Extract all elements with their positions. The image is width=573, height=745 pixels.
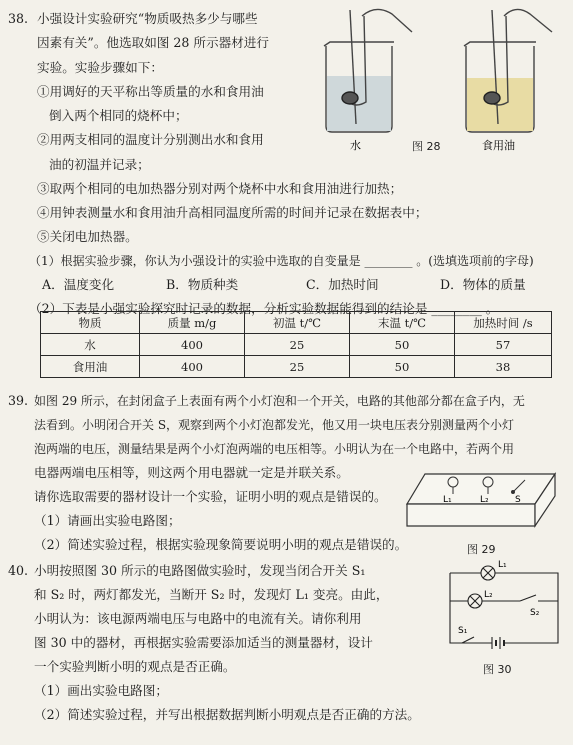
- beaker-water: [324, 9, 412, 132]
- table-header-row: [41, 312, 552, 334]
- beaker-oil: [464, 9, 552, 132]
- table-row: [41, 334, 552, 356]
- q39-line-3: 泡两端的电压，测量结果是两个小灯泡两端的电压相等。小明认为在一个电路中，若两个用: [34, 442, 515, 456]
- table-cell: 50: [350, 334, 455, 356]
- table-cell: 食用油: [41, 356, 140, 378]
- q38-line-10: ⑤关闭电加热器。: [37, 229, 138, 244]
- figure-30-circuit: [440, 557, 568, 657]
- q38-option-b: B．物质种类: [166, 277, 239, 292]
- q38-line-7: 油的初温并记录；: [49, 157, 150, 172]
- q39-number: 39.: [8, 393, 29, 408]
- figure-29-box: [405, 464, 565, 536]
- q38-line-5: 倒入两个相同的烧杯中；: [49, 108, 188, 123]
- table-row: [41, 356, 552, 378]
- table-cell: 50: [350, 356, 455, 378]
- q38-line-9: ④用钟表测量水和食用油升高相同温度所需的时间并记录在数据表中；: [37, 205, 428, 220]
- q40-line-3: 小明认为：该电源两端电压与电路中的电流有关。请你利用: [34, 611, 362, 626]
- table-cell: 水: [41, 334, 140, 356]
- table-cell: 57: [455, 334, 552, 356]
- q38-line-6: ②用两支相同的温度计分别测出水和食用: [37, 132, 264, 147]
- table-cell: 25: [245, 356, 350, 378]
- label-s: S: [515, 495, 521, 505]
- q40-part1: （1）画出实验电路图；: [34, 683, 168, 698]
- label-l1: L₁: [498, 560, 507, 570]
- q38-part2: （2）下表是小强实验探究时记录的数据，分析实验数据能得到的结论是 ________ 。: [29, 301, 499, 316]
- label-s1: S₁: [458, 626, 468, 636]
- q38-data-table: [40, 311, 552, 378]
- q39-line-4: 电器两端电压相等，则这两个用电器就一定是并联关系。: [34, 465, 349, 480]
- figure-28-beakers: [316, 6, 564, 156]
- q39-line-1: 如图 29 所示，在封闭盒子上表面有两个小灯泡和一个开关，电路的其他部分都在盒子内，无: [34, 394, 525, 408]
- q39-line-2: 法看到。小明闭合开关 S，观察到两个小灯泡都发光，他又用一块电压表分别测量两个小灯: [34, 418, 515, 432]
- q40-number: 40.: [8, 563, 29, 578]
- q38-number: 38.: [8, 11, 29, 26]
- q38-option-c: C．加热时间: [306, 277, 379, 292]
- q39-part2: （2）简述实验过程，根据实验现象简要说明小明的观点是错误的。: [34, 537, 408, 552]
- table-header-cell: 初温 t/℃: [245, 312, 350, 334]
- q38-line-1: 小强设计实验研究“物质吸热多少与哪些: [37, 11, 258, 26]
- switch-s2-icon: [520, 595, 536, 601]
- table-cell: 400: [140, 356, 245, 378]
- table-cell: 25: [245, 334, 350, 356]
- q40-line-5: 一个实验判断小明的观点是否正确。: [34, 659, 236, 674]
- q40-line-2: 和 S₂ 时，两灯都发光，当断开 S₂ 时，发现灯 L₁ 变亮。由此，: [34, 587, 389, 602]
- table-header-cell: 质量 m/g: [140, 312, 245, 334]
- table-header-cell: 物质: [41, 312, 140, 334]
- figure-29-caption: 图 29: [467, 543, 496, 556]
- q40-line-4: 图 30 中的器材，再根据实验需要添加适当的测量器材，设计: [34, 635, 373, 650]
- table-cell: 38: [455, 356, 552, 378]
- q40-part2: （2）简述实验过程，并写出根据数据判断小明观点是否正确的方法。: [34, 707, 420, 722]
- label-l2: L₂: [480, 495, 489, 505]
- q38-part1: （1）根据实验步骤，你认为小强设计的实验中选取的自变量是 ________ 。(选填选项前的字母): [29, 254, 534, 268]
- q39-part1: （1）请画出实验电路图；: [34, 513, 181, 528]
- q38-line-3: 实验。实验步骤如下：: [37, 60, 163, 75]
- switch-s1-icon: [462, 637, 474, 643]
- figure-28-caption: 图 28: [412, 140, 441, 153]
- label-l2: L₂: [484, 590, 493, 600]
- q38-line-4: ①用调好的天平称出等质量的水和食用油: [37, 84, 264, 99]
- q38-line-2: 因素有关”。他选取如图 28 所示器材进行: [37, 35, 269, 50]
- q38-option-a: A．温度变化: [42, 277, 115, 292]
- label-oil: 食用油: [482, 139, 515, 152]
- label-l1: L₁: [443, 495, 452, 505]
- table-cell: 400: [140, 334, 245, 356]
- figure-30-caption: 图 30: [483, 663, 512, 676]
- q38-line-8: ③取两个相同的电加热器分别对两个烧杯中水和食用油进行加热；: [37, 181, 403, 196]
- label-s2: S₂: [530, 608, 540, 618]
- q40-line-1: 小明按照图 30 所示的电路图做实验时，发现当闭合开关 S₁: [34, 563, 366, 578]
- q38-option-d: D．物体的质量: [440, 277, 526, 292]
- table-header-cell: 加热时间 /s: [455, 312, 552, 334]
- table-header-cell: 末温 t/℃: [350, 312, 455, 334]
- label-water: 水: [350, 139, 361, 152]
- q39-line-5: 请你选取需要的器材设计一个实验，证明小明的观点是错误的。: [34, 489, 387, 504]
